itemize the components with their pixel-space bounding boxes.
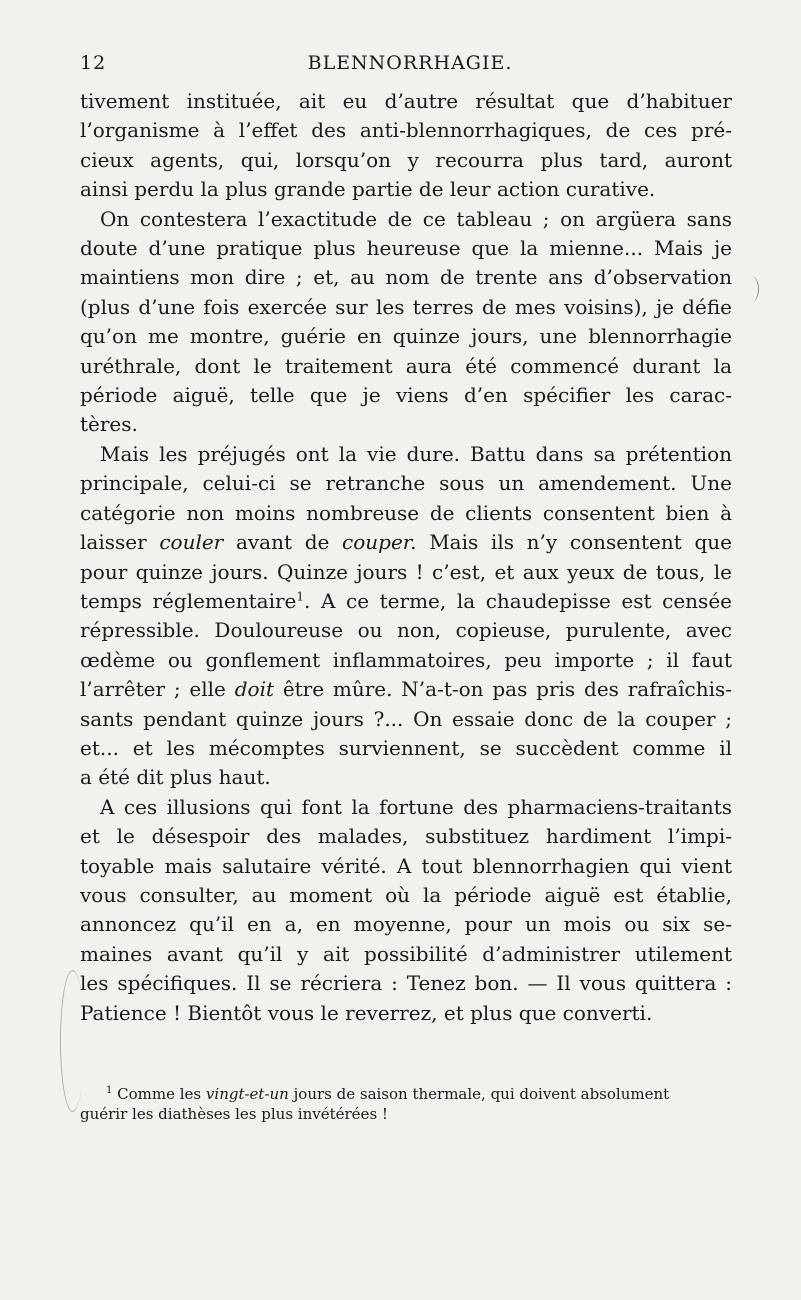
paragraph-2	[80, 205, 732, 440]
running-head: BLENNORRHAGIE.	[307, 52, 513, 74]
text-line: l’organisme à l’effet des anti-blennorrhagiques, de ces pré-	[80, 118, 732, 143]
footnote-italic: vingt-et-un	[205, 1085, 289, 1103]
text-line: et le désespoir des malades, substituez hardiment l’impi-	[80, 824, 732, 849]
page-header	[80, 52, 740, 80]
text-line	[80, 675, 732, 704]
text-line: répressible. Douloureuse ou non, copieuse, purulente, avec	[80, 618, 732, 643]
footnote-marker: 1	[106, 1085, 113, 1096]
text-line: œdème ou gonflement inflammatoires, peu importe ; il faut	[80, 647, 732, 672]
text-line: qu’on me montre, guérie en quinze jours, une blennorrhagie	[80, 324, 732, 349]
footnote-ref: 1	[296, 589, 305, 604]
text-line: période aiguë, telle que je viens d’en spécifier les carac-	[80, 383, 732, 408]
italic-word: doit	[234, 677, 274, 702]
footnote-text: Comme les	[117, 1085, 202, 1103]
scan-mark-left	[60, 970, 85, 1112]
text-line: les spécifiques. Il se récriera : Tenez bon. — Il vous quittera :	[80, 971, 732, 996]
text-line: et... et les mécomptes surviennent, se succèdent comme il	[80, 735, 732, 760]
text-line: Patience ! Bientôt vous le reverrez, et plus que converti.	[80, 1000, 653, 1025]
footnote-line	[80, 1084, 732, 1104]
text-run: être mûre. N’a-t-on pas pris des rafraîchis-	[282, 677, 732, 702]
italic-word: couler	[159, 530, 224, 555]
text-run: Mais ils n’y consentent que	[429, 530, 732, 555]
text-line	[80, 528, 732, 557]
text-line: maines avant qu’il y ait possibilité d’administrer utilement	[80, 941, 732, 966]
text-line: uréthrale, dont le traitement aura été commencé durant la	[80, 353, 732, 378]
text-line: catégorie non moins nombreuse de clients consentent bien à	[80, 500, 732, 525]
footnote-text: jours de saison thermale, qui doivent absolument	[293, 1085, 670, 1103]
page-number: 12	[80, 52, 107, 74]
text-line: cieux agents, qui, lorsqu’on y recourra plus tard, auront	[80, 147, 732, 172]
text-line: pour quinze jours. Quinze jours ! c’est, et aux yeux de tous, le	[80, 559, 732, 584]
paragraph-3	[80, 440, 732, 793]
paragraph-1	[80, 87, 732, 205]
text-run: laisser	[80, 530, 147, 555]
text-line: On contestera l’exactitude de ce tableau ; on argüera sans	[100, 206, 732, 231]
text-line: annoncez qu’il en a, en moyenne, pour un mois ou six se-	[80, 912, 732, 937]
footnote	[80, 1084, 732, 1124]
text-run: avant de	[235, 530, 330, 555]
text-line: ainsi perdu la plus grande partie de leur action curative.	[80, 177, 656, 202]
text-line: a été dit plus haut.	[80, 765, 271, 790]
text-line: tères.	[80, 412, 138, 437]
text-line: tivement instituée, ait eu d’autre résultat que d’habituer	[80, 89, 732, 113]
footnote-line: guérir les diathèses les plus invétérées !	[80, 1105, 388, 1123]
text-line: principale, celui-ci se retranche sous un amendement. Une	[80, 471, 732, 496]
text-line: (plus d’une fois exercée sur les terres de mes voisins), je défie	[80, 294, 732, 319]
text-line: toyable mais salutaire vérité. A tout blennorrhagien qui vient	[80, 853, 732, 878]
text-line: Mais les préjugés ont la vie dure. Battu dans sa prétention	[100, 441, 732, 466]
text-line: maintiens mon dire ; et, au nom de trente ans d’observation	[80, 265, 732, 290]
text-run: temps réglementaire	[80, 588, 297, 613]
text-line: vous consulter, au moment où la période aiguë est établie,	[80, 882, 732, 907]
text-line: sants pendant quinze jours ?... On essaie donc de la couper ;	[80, 706, 732, 731]
text-run: . A ce terme, la chaudepisse est censée	[304, 588, 732, 613]
text-line	[80, 587, 732, 616]
text-line: A ces illusions qui font la fortune des pharmaciens-traitants	[100, 794, 732, 819]
text-line: doute d’une pratique plus heureuse que la mienne... Mais je	[80, 236, 732, 261]
italic-word: couper.	[342, 530, 417, 555]
body-text	[80, 87, 732, 1028]
paragraph-4	[80, 793, 732, 1028]
text-run: l’arrêter ; elle	[80, 677, 226, 702]
scan-mark-right	[744, 276, 759, 302]
